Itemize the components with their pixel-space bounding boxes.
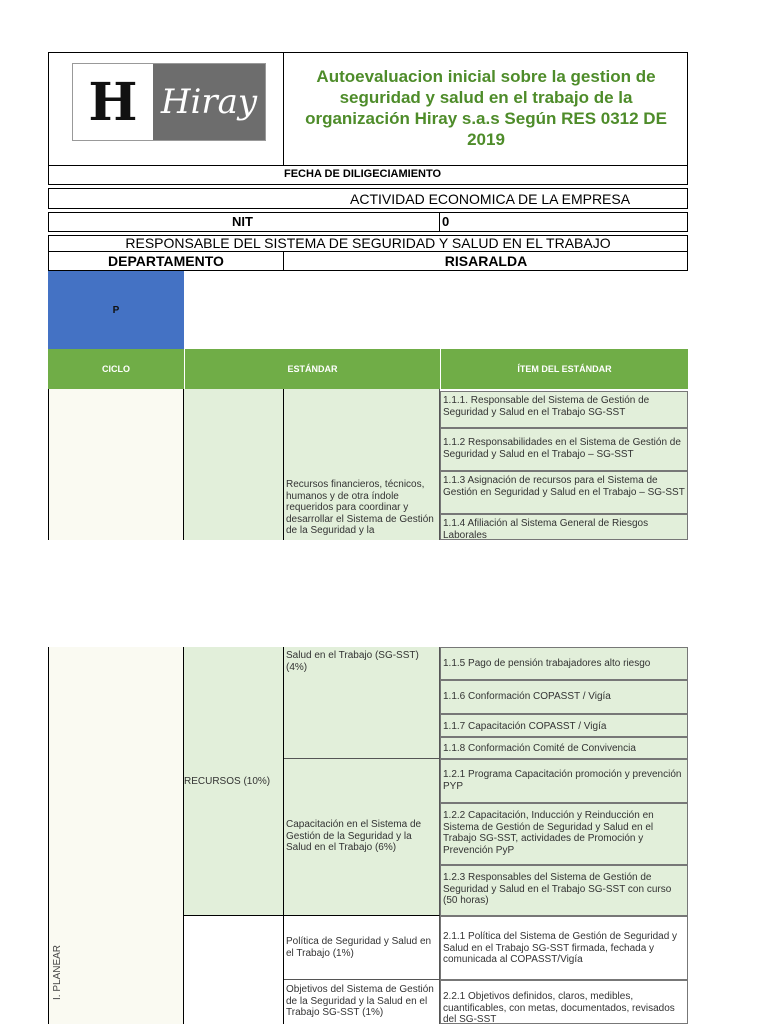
p1-item-1: 1.1.1. Responsable del Sistema de Gestión de Seguridad y Salud en el Trabajo SG-SST (440, 391, 688, 428)
phase-box: P (48, 271, 184, 349)
p2-capacitacion-cell: Capacitación en el Sistema de Gestión de la Seguridad y la Salud en el Trabajo (6%) (284, 759, 440, 916)
p2-ciclo-cell (48, 647, 184, 1024)
p2-item-7: 1.2.3 Responsables del Sistema de Gestión de Seguridad y Salud en el Trabajo SG-SST con curso (50 horas) (440, 865, 688, 916)
p2-estandar-cont: Salud en el Trabajo (SG-SST) (4%) (284, 647, 440, 759)
p2-item-9: 2.2.1 Objetivos definidos, claros, medibles, cuantificables, con metas, documentados, revisados del SG-SST (440, 980, 688, 1024)
logo-letter-box: H (88, 71, 138, 133)
p1-estandar-cell: Recursos financieros, técnicos, humanos y de otra índole requeridos para coordinar y desarrollar el Sistema de Gestión de la Seguridad y la (284, 389, 440, 540)
p2-item-8: 2.1.1 Política del Sistema de Gestión de Seguridad y Salud en el Trabajo SG-SST firmada, fechada y comunicada al COPASST/Vigía (440, 916, 688, 980)
p1-item-3: 1.1.3 Asignación de recursos para el Sistema de Gestión en Seguridad y Salud en el Trabajo – SG-SST (440, 471, 688, 514)
p2-item-3: 1.1.7 Capacitación COPASST / Vigía (440, 714, 688, 737)
header-estandar: ESTÁNDAR (184, 349, 440, 389)
nit-value: 0 (442, 214, 450, 229)
p1-item-2: 1.1.2 Responsabilidades en el Sistema de Gestión de Seguridad y Salud en el Trabajo – SG-SST (440, 428, 688, 471)
fecha-label: FECHA DE DILIGECIAMIENTO (284, 168, 442, 180)
p2-ciclo-label: I. PLANEAR (52, 944, 63, 1000)
actividad-label: ACTIVIDAD ECONOMICA DE LA EMPRESA (350, 191, 631, 207)
p2-politica-cell: Política de Seguridad y Salud en el Trabajo (1%) (284, 916, 440, 980)
nit-label: NIT (232, 214, 253, 229)
page-title: Autoevaluacion inicial sobre la gestion de seguridad y salud en el trabajo de la organización Hiray s.a.s Según RES 0312 DE 2019 (305, 67, 667, 149)
logo-word: Hiray (153, 64, 265, 140)
p2-blank-cell (184, 916, 284, 1024)
p2-item-2: 1.1.6 Conformación COPASST / Vigía (440, 680, 688, 714)
p2-recursos-cell (184, 647, 284, 916)
p2-item-5: 1.2.1 Programa Capacitación promoción y prevención PYP (440, 759, 688, 803)
departamento-label: DEPARTAMENTO (108, 253, 224, 269)
header-item: ÍTEM DEL ESTÁNDAR (440, 349, 688, 389)
responsable-label: RESPONSABLE DEL SISTEMA DE SEGURIDAD Y SALUD EN EL TRABAJO (125, 235, 611, 251)
p1-item-4: 1.1.4 Afiliación al Sistema General de Riesgos Laborales (440, 514, 688, 540)
p2-item-6: 1.2.2 Capacitación, Inducción y Reinducción en Sistema de Gestión de Seguridad y Salud en el Trabajo SG-SST, actividades de Promoción y Prevención PyP (440, 803, 688, 865)
p2-item-1: 1.1.5 Pago de pensión trabajadores alto riesgo (440, 647, 688, 680)
header-ciclo: CICLO (48, 349, 184, 389)
logo (72, 63, 266, 141)
p2-item-4: 1.1.8 Conformación Comité de Convivencia (440, 737, 688, 759)
p1-recursos-cell (184, 389, 284, 540)
p2-objetivos-cell: Objetivos del Sistema de Gestión de la Seguridad y la Salud en el Trabajo SG-SST (1%) (284, 980, 440, 1024)
p1-ciclo-cell (48, 389, 184, 540)
departamento-value: RISARALDA (444, 253, 528, 269)
actividad-top-line (48, 188, 688, 189)
p2-recursos-label: RECURSOS (10%) (184, 775, 271, 787)
